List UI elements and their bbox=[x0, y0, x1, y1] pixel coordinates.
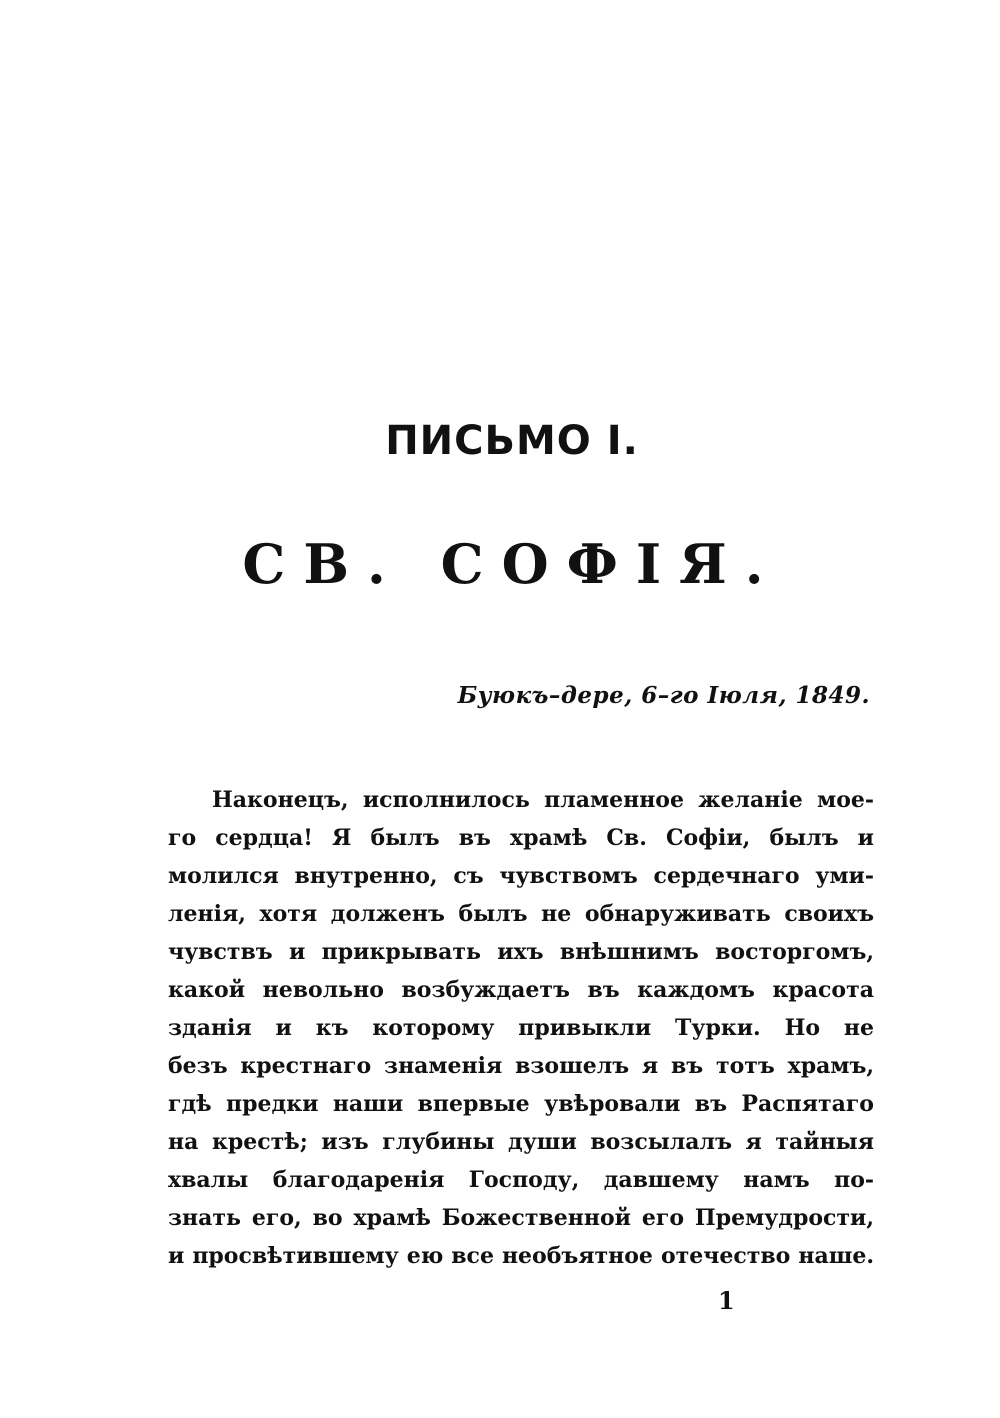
body-line: Наконецъ, исполнилось пламенное желаніе мое- bbox=[212, 787, 874, 813]
page-number: 1 bbox=[718, 1286, 735, 1315]
body-line: чувствъ и прикрывать ихъ внѣшнимъ восторгомъ, bbox=[168, 939, 874, 965]
body-line: молился внутренно, съ чувствомъ сердечнаго уми- bbox=[168, 863, 874, 889]
letter-heading: ПИСЬМО І. bbox=[385, 418, 639, 464]
body-line: знать его, во храмѣ Божественной его Премудрости, bbox=[168, 1205, 874, 1231]
body-line: зданія и къ которому привыкли Турки. Но не bbox=[168, 1015, 874, 1041]
body-line: и просвѣтившему ею все необъятное отечество наше. bbox=[168, 1243, 874, 1269]
body-line: на крестѣ; изъ глубины души возсылалъ я тайныя bbox=[168, 1129, 874, 1155]
letter-subtitle: СВ. СОФІЯ. bbox=[242, 532, 782, 596]
body-line: гдѣ предки наши впервые увѣровали въ Распятаго bbox=[168, 1091, 874, 1117]
body-paragraph bbox=[168, 781, 874, 1275]
body-line: какой невольно возбуждаетъ въ каждомъ красота bbox=[168, 977, 874, 1003]
body-line: го сердца! Я былъ въ храмѣ Св. Софіи, былъ и bbox=[168, 825, 874, 851]
body-line: безъ крестнаго знаменія взошелъ я въ тотъ храмъ, bbox=[168, 1053, 874, 1079]
dateline: Буюкъ–дере, 6–го Іюля, 1849. bbox=[457, 682, 870, 709]
body-line: хвалы благодаренія Господу, давшему намъ по- bbox=[168, 1167, 874, 1193]
body-line: ленія, хотя долженъ былъ не обнаруживать своихъ bbox=[168, 901, 874, 927]
